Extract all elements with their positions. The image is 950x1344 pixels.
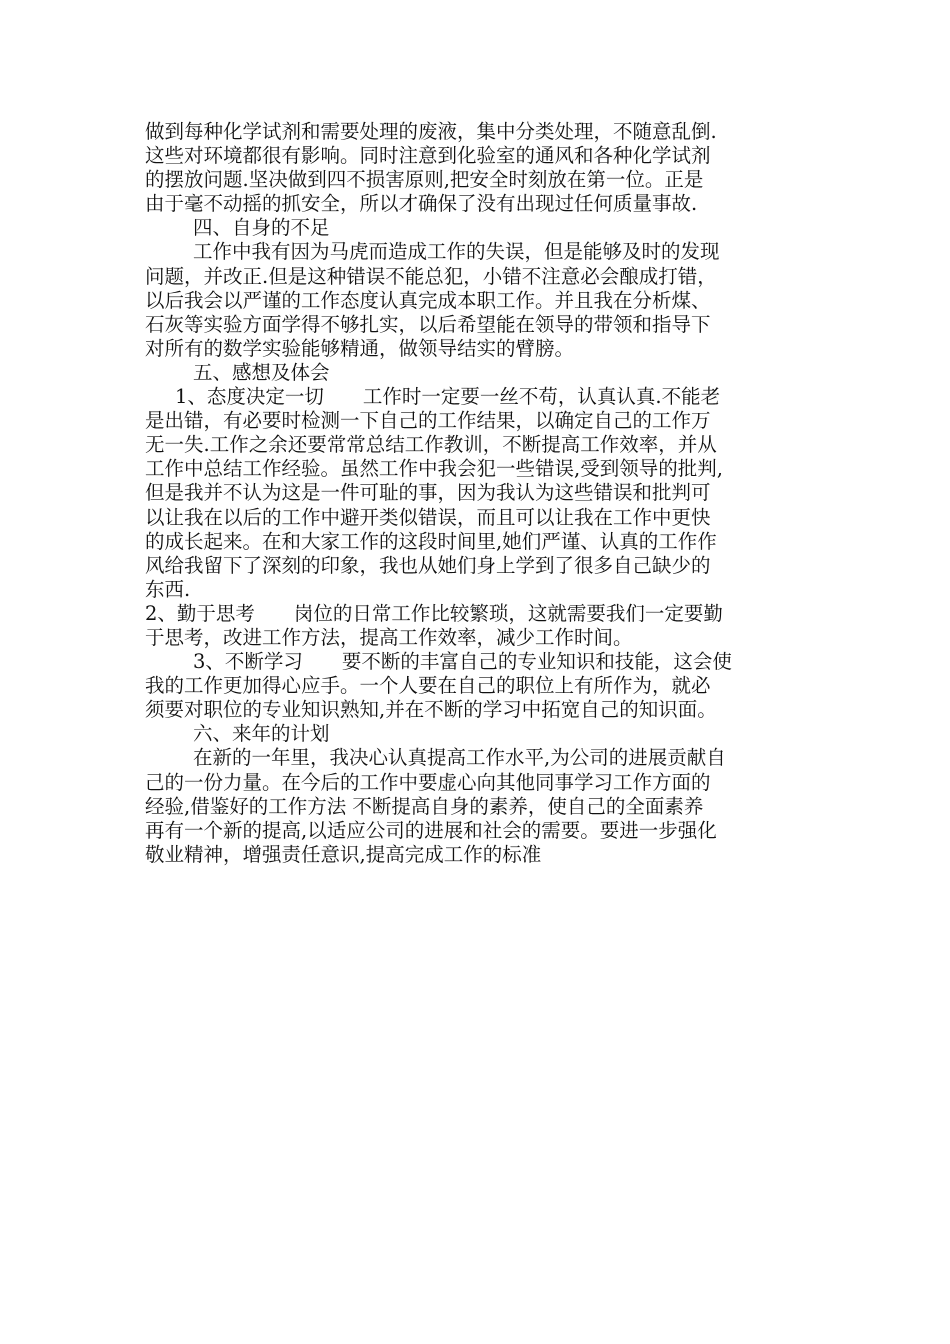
text-line: 是出错，有必要时检测一下自己的工作结果，以确定自己的工作万: [145, 409, 711, 433]
text-line: 1、态度决定一切 工作时一定要一丝不苟，认真认真.不能老: [175, 385, 721, 409]
text-line: 这些对环境都很有影响。同时注意到化验室的通风和各种化学试剂: [145, 144, 711, 168]
text-line: 对所有的数学实验能够精通，做领导结实的臂膀。: [145, 336, 575, 360]
text-line: 问题，并改正.但是这种错误不能总犯，小错不注意必会酿成打错，: [145, 264, 717, 288]
text-line: 于思考，改进工作方法，提高工作效率，减少工作时间。: [145, 625, 633, 649]
text-line: 我的工作更加得心应手。一个人要在自己的职位上有所作为，就必: [145, 674, 711, 698]
text-line: 须要对职位的专业知识熟知,并在不断的学习中拓宽自己的知识面。: [145, 698, 717, 722]
text-line: 工作中总结工作经验。虽然工作中我会犯一些错误,受到领导的批判,: [145, 457, 723, 481]
text-line: 工作中我有因为马虎而造成工作的失误，但是能够及时的发现: [193, 240, 720, 264]
text-line: 的成长起来。在和大家工作的这段时间里,她们严谨、认真的工作作: [145, 529, 717, 553]
text-line: 3、不断学习 要不断的丰富自己的专业知识和技能，这会使: [193, 650, 732, 674]
text-line: 的摆放问题.坚决做到四不损害原则,把安全时刻放在第一位。正是: [145, 168, 704, 192]
text-line: 五、感想及体会: [193, 360, 330, 384]
text-line: 四、自身的不足: [193, 216, 330, 240]
text-line: 敬业精神，增强责任意识,提高完成工作的标准: [145, 842, 542, 866]
text-line: 以让我在以后的工作中避开类似错误，而且可以让我在工作中更快: [145, 505, 711, 529]
text-line: 但是我并不认为这是一件可耻的事，因为我认为这些错误和批判可: [145, 481, 711, 505]
text-line: 东西.: [145, 577, 191, 601]
text-line: 无一失.工作之余还要常常总结工作教训，不断提高工作效率，并从: [145, 433, 717, 457]
text-line: 在新的一年里，我决心认真提高工作水平,为公司的进展贡献自: [193, 746, 726, 770]
text-line: 以后我会以严谨的工作态度认真完成本职工作。并且我在分析煤、: [145, 288, 711, 312]
text-line: 再有一个新的提高,以适应公司的进展和社会的需要。要进一步强化: [145, 818, 717, 842]
text-line: 六、来年的计划: [193, 722, 330, 746]
text-line: 做到每种化学试剂和需要处理的废液，集中分类处理，不随意乱倒.: [145, 120, 717, 143]
text-line: 由于毫不动摇的抓安全，所以才确保了没有出现过任何质量事故.: [145, 192, 698, 216]
text-line: 石灰等实验方面学得不够扎实，以后希望能在领导的带领和指导下: [145, 312, 711, 336]
text-line: 己的一份力量。在今后的工作中要虚心向其他同事学习工作方面的: [145, 770, 711, 794]
document-body: [145, 120, 815, 867]
text-line: 2、勤于思考 岗位的日常工作比较繁琐，这就需要我们一定要勤: [145, 601, 723, 625]
text-line: 经验,借鉴好的工作方法 不断提高自身的素养，使自己的全面素养: [145, 794, 704, 818]
text-line: 风给我留下了深刻的印象，我也从她们身上学到了很多自己缺少的: [145, 553, 711, 577]
